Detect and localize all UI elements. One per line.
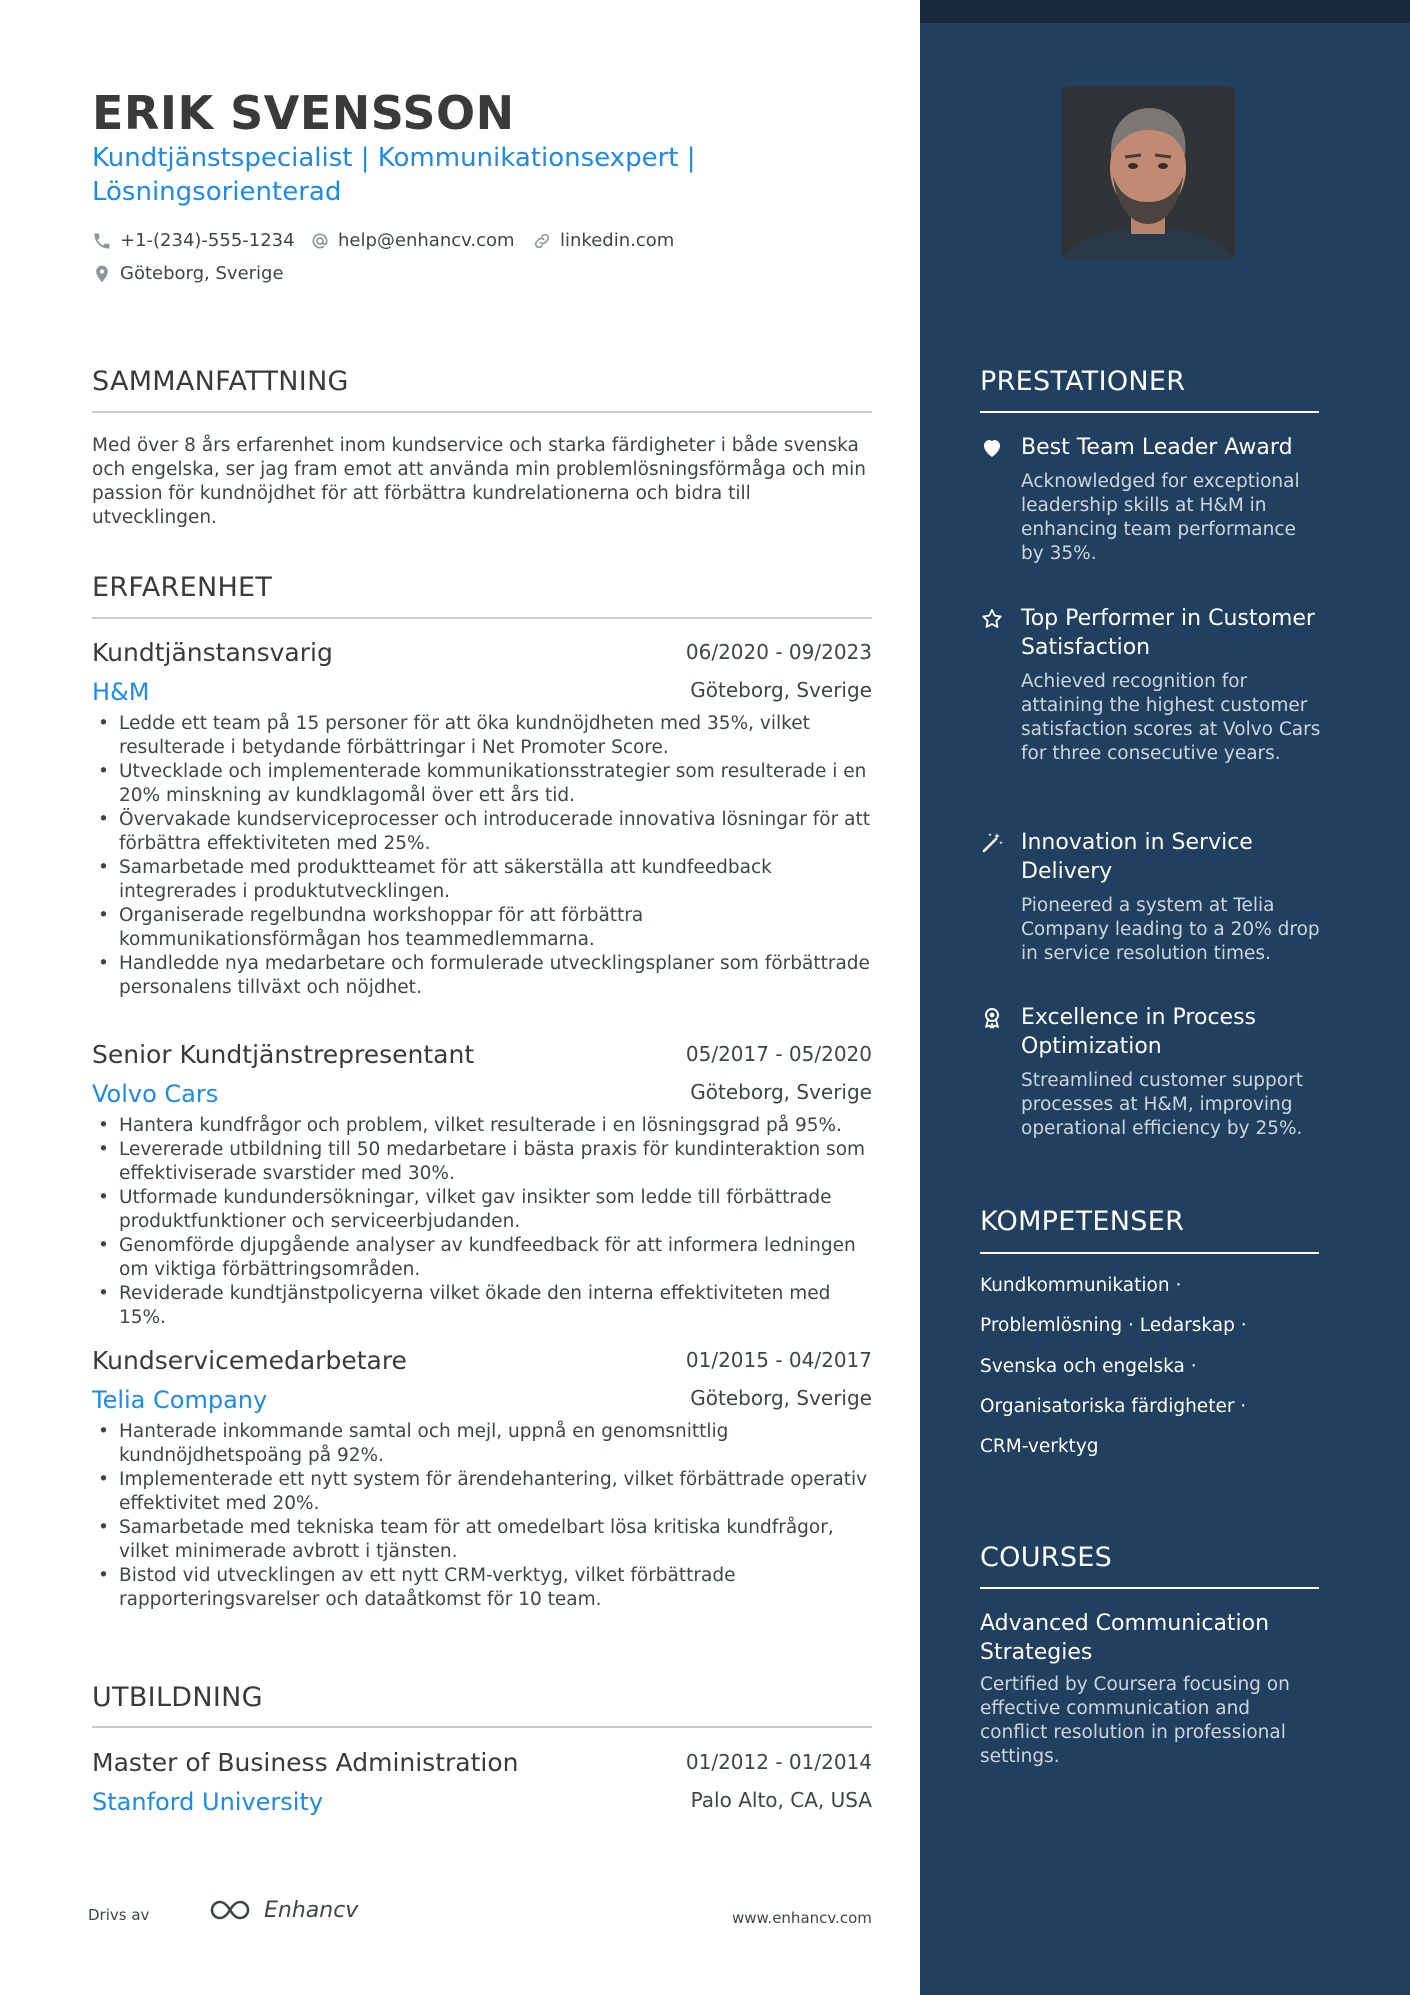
job-bullets — [92, 1114, 872, 1330]
job-location: Göteborg, Sverige — [690, 678, 872, 702]
skill-line: Problemlösning · Ledarskap · — [980, 1315, 1247, 1336]
candidate-name: ERIK SVENSSON — [92, 86, 515, 140]
contact-phone[interactable] — [92, 230, 295, 251]
achievements-heading: PRESTATIONER — [980, 366, 1186, 397]
skill-line: Svenska och engelska · — [980, 1356, 1197, 1377]
job-bullet: • Samarbetade med tekniska team för att omedelbart lösa kritiska kundfrågor, vilket minimerade avbrott i tjänsten. — [92, 1516, 872, 1564]
location-pin-icon — [92, 264, 116, 284]
job-bullet: • Utvecklade och implementerade kommunikationsstrategier som resulterade i en 20% minskning av kundklagomål över ett års tid. — [92, 760, 872, 808]
footer-powered-by: Drivs av — [88, 1906, 150, 1924]
experience-heading: ERFARENHET — [92, 572, 273, 603]
achievement-desc: Pioneered a system at Telia Company leading to a 20% drop in service resolution times. — [1021, 895, 1320, 964]
course-title: Advanced Communication Strategies — [980, 1611, 1270, 1665]
magic-wand-icon — [980, 831, 1006, 857]
job-title: Kundtjänstansvarig — [92, 638, 333, 667]
achievement-title: Innovation in Service Delivery — [1021, 830, 1253, 884]
degree-title: Master of Business Administration — [92, 1748, 519, 1777]
award-ribbon-icon — [980, 1006, 1006, 1032]
job-bullet: • Hantera kundfrågor och problem, vilket resulterade i en lösningsgrad på 95%. — [92, 1114, 872, 1138]
skills-divider — [980, 1252, 1319, 1254]
job-title: Senior Kundtjänstrepresentant — [92, 1040, 475, 1069]
skills-heading: KOMPETENSER — [980, 1206, 1185, 1237]
job-company[interactable]: H&M — [92, 678, 150, 706]
job-bullet: • Levererade utbildning till 50 medarbetare i bästa praxis för kundinteraktion som effektiviserade svarstider med 30%. — [92, 1138, 872, 1186]
summary-divider — [92, 411, 872, 413]
heart-icon — [980, 436, 1006, 462]
at-icon — [310, 231, 334, 251]
job-company[interactable]: Telia Company — [92, 1386, 268, 1414]
skill-line: Kundkommunikation · — [980, 1275, 1182, 1296]
job-title: Kundservicemedarbetare — [92, 1346, 407, 1375]
achievement-title: Best Team Leader Award — [1021, 435, 1293, 460]
job-bullet: • Implementerade ett nytt system för ärendehantering, vilket förbättrade operativ effektivitet med 20%. — [92, 1468, 872, 1516]
phone-icon — [92, 231, 116, 251]
courses-divider — [980, 1587, 1319, 1589]
job-bullet: • Utformade kundundersökningar, vilket gav insikter som ledde till förbättrade produktfunktioner och serviceerbjudanden. — [92, 1186, 872, 1234]
job-dates: 05/2017 - 05/2020 — [685, 1042, 872, 1066]
job-bullet: • Organiserade regelbundna workshoppar för att förbättra kommunikationsförmågan hos teammedlemmarna. — [92, 904, 872, 952]
skill-line: Organisatoriska färdigheter · — [980, 1396, 1247, 1417]
education-divider — [92, 1726, 872, 1728]
job-bullets — [92, 712, 872, 1000]
achievement-desc: Streamlined customer support processes at H&M, improving operational efficiency by 25%. — [1021, 1070, 1303, 1139]
job-bullet: • Samarbetade med produktteamet för att säkerställa att kundfeedback integrerades i produktutvecklingen. — [92, 856, 872, 904]
job-bullet: • Handledde nya medarbetare och formulerade utvecklingsplaner som förbättrade personalens tillväxt och nöjdhet. — [92, 952, 872, 1000]
link-icon — [532, 231, 556, 251]
summary-heading: SAMMANFATTNING — [92, 366, 349, 397]
achievement-title: Excellence in Process Optimization — [1021, 1005, 1256, 1059]
job-bullet: • Ledde ett team på 15 personer för att öka kundnöjdheten med 35%, vilket resulterade i betydande förbättringar i Net Promoter Score. — [92, 712, 872, 760]
profile-photo — [1061, 86, 1235, 260]
contact-email[interactable] — [310, 230, 515, 251]
job-bullet: • Genomförde djupgående analyser av kundfeedback för att informera ledningen om viktiga förbättringsområden. — [92, 1234, 872, 1282]
courses-heading: COURSES — [980, 1542, 1113, 1573]
achievement-title: Top Performer in Customer Satisfaction — [1021, 606, 1315, 660]
job-bullet: • Övervakade kundserviceprocesser och introducerade innovativa lösningar för att förbättra effektiviteten med 25%. — [92, 808, 872, 856]
job-bullets — [92, 1420, 872, 1612]
enhancv-logo-text: Enhancv — [264, 1897, 359, 1923]
achievement-desc: Achieved recognition for attaining the highest customer satisfaction scores at Volvo Cars for three consecutive years. — [1021, 671, 1321, 764]
email-text: help@enhancv.com — [338, 230, 515, 251]
location-text: Göteborg, Sverige — [120, 263, 284, 284]
education-location: Palo Alto, CA, USA — [690, 1788, 872, 1812]
phone-text: +1-(234)-555-1234 — [120, 230, 295, 251]
education-heading: UTBILDNING — [92, 1682, 263, 1713]
experience-divider — [92, 617, 872, 619]
achievement-desc: Acknowledged for exceptional leadership skills at H&M in enhancing team performance by 35%. — [1021, 471, 1300, 564]
contact-location — [92, 263, 284, 284]
school-name[interactable]: Stanford University — [92, 1788, 324, 1816]
sidebar — [920, 0, 1410, 1995]
summary-text: Med över 8 års erfarenhet inom kundservice och starka färdigheter i både svenska och engelska, ser jag fram emot att använda min problemlösningsförmåga och min passion för kundnöjdhet för att förbättra kundrelationerna och bidra till utvecklingen. — [92, 435, 866, 528]
linkedin-text: linkedin.com — [560, 230, 675, 251]
job-bullet: • Reviderade kundtjänstpolicyerna vilket ökade den interna effektiviteten med 15%. — [92, 1282, 872, 1330]
enhancv-logo[interactable] — [208, 1896, 358, 1924]
enhancv-logo-icon — [208, 1896, 256, 1924]
sidebar-top-bar — [920, 0, 1410, 23]
job-location: Göteborg, Sverige — [690, 1080, 872, 1104]
star-icon — [980, 607, 1006, 633]
headline-line-1: Kundtjänstspecialist | Kommunikationsexpert | — [92, 143, 696, 173]
job-bullet: • Bistod vid utvecklingen av ett nytt CRM-verktyg, vilket förbättrade rapporteringsvarelser och dataåtkomst för 10 team. — [92, 1564, 872, 1612]
headline-line-2: Lösningsorienterad — [92, 177, 342, 207]
job-location: Göteborg, Sverige — [690, 1386, 872, 1410]
skill-line: CRM-verktyg — [980, 1436, 1099, 1457]
footer-url[interactable]: www.enhancv.com — [732, 1909, 872, 1927]
job-dates: 01/2015 - 04/2017 — [685, 1348, 872, 1372]
job-bullet: • Hanterade inkommande samtal och mejl, uppnå en genomsnittlig kundnöjdhetspoäng på 92%. — [92, 1420, 872, 1468]
contact-linkedin[interactable] — [532, 230, 674, 251]
headline — [92, 141, 732, 209]
achievements-divider — [980, 411, 1319, 413]
education-dates: 01/2012 - 01/2014 — [685, 1750, 872, 1774]
course-desc: Certified by Coursera focusing on effective communication and conflict resolution in professional settings. — [980, 1674, 1290, 1767]
job-dates: 06/2020 - 09/2023 — [685, 640, 872, 664]
job-company[interactable]: Volvo Cars — [92, 1080, 219, 1108]
